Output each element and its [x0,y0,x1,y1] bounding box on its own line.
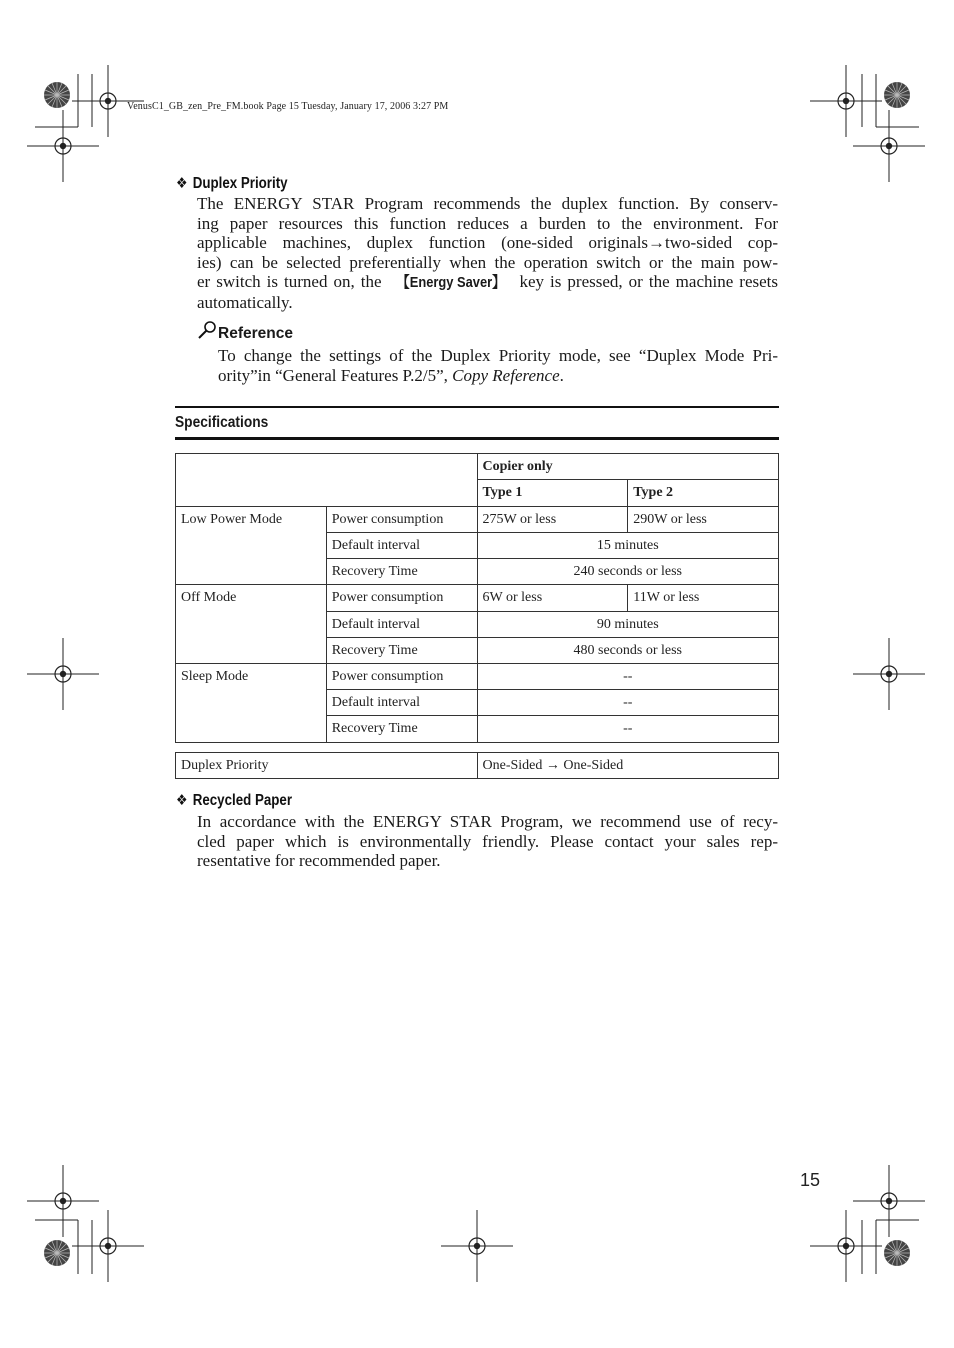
table-row [176,454,779,480]
text-line: automatically. [197,292,293,312]
text-line: applicable machines, duplex function (one-sided originals→two-sided cop- [197,233,778,253]
text-line: ies) can be selected preferentially when the operation switch or the main pow- [197,252,778,272]
copy-reference-title: Copy Reference [452,365,560,385]
magnifier-icon [197,320,217,340]
value-cell: 275W or less [477,507,628,533]
item-cell: Duplex Priority [176,753,478,779]
item-cell: Recovery Time [326,638,477,664]
type2-header: Type 2 [628,480,779,507]
item-cell: Default interval [326,533,477,559]
table-row [176,585,779,612]
item-cell: Power consumption [326,507,477,533]
recycled-paper-paragraph [197,812,778,871]
value-cell: One-Sided → One-Sided [477,753,779,779]
reference-paragraph [218,346,778,385]
value-cell: 480 seconds or less [477,638,778,664]
text-line: cled paper which is environmentally friendly. Please contact your sales rep- [197,831,778,851]
item-cell: Recovery Time [326,559,477,585]
text-line: resentative for recommended paper. [197,851,441,871]
value-cell: -- [477,716,778,743]
item-cell: Power consumption [326,664,477,690]
page-number: 15 [800,1170,821,1190]
specifications-table [175,453,779,743]
value-cell: 6W or less [477,585,628,612]
text-line: To change the settings of the Duplex Priority mode, see “Duplex Mode Pri- [218,346,778,365]
value-cell: 290W or less [628,507,779,533]
diamond-bullet-icon: ❖ [176,175,188,192]
reference-heading: Reference [218,325,293,342]
value-cell: 15 minutes [477,533,778,559]
text-line: In accordance with the ENERGY STAR Program, we recommend use of recy- [197,812,778,831]
text-line: er switch is turned on, the 【Energy Saver】 key is pressed, or the machine resets [197,272,778,292]
type1-header: Type 1 [477,480,628,507]
value-cell: 90 minutes [477,612,778,638]
text-line: ority”in “General Features P.2/5”, Copy Reference. [218,365,564,385]
item-cell: Recovery Time [326,716,477,743]
text-line: The ENERGY STAR Program recommends the duplex function. By conserv- [197,194,778,213]
text-line: ing paper resources this function reduces a burden to the environment. For [197,213,778,233]
item-cell: Default interval [326,612,477,638]
specifications-section-title: Specifications [175,406,779,440]
value-cell: 11W or less [628,585,779,612]
duplex-priority-table [175,752,779,779]
copier-only-header: Copier only [477,454,778,480]
diamond-bullet-icon: ❖ [176,792,188,809]
item-cell: Power consumption [326,585,477,612]
file-info-header: VenusC1_GB_zen_Pre_FM.book Page 15 Tuesday, January 17, 2006 3:27 PM [127,101,449,112]
recycled-paper-heading: ❖ Recycled Paper [176,792,293,809]
table-row [176,753,779,779]
mode-cell: Sleep Mode [176,664,327,743]
duplex-priority-heading: ❖ Duplex Priority [176,175,288,192]
table-row [176,664,779,690]
table-corner-cell [176,454,478,507]
value-cell: -- [477,690,778,716]
energy-saver-key-label: 【Energy Saver】 [396,274,505,292]
duplex-priority-paragraph [197,194,778,313]
item-cell: Default interval [326,690,477,716]
mode-cell: Off Mode [176,585,327,664]
value-cell: -- [477,664,778,690]
table-row [176,507,779,533]
mode-cell: Low Power Mode [176,507,327,585]
value-cell: 240 seconds or less [477,559,778,585]
